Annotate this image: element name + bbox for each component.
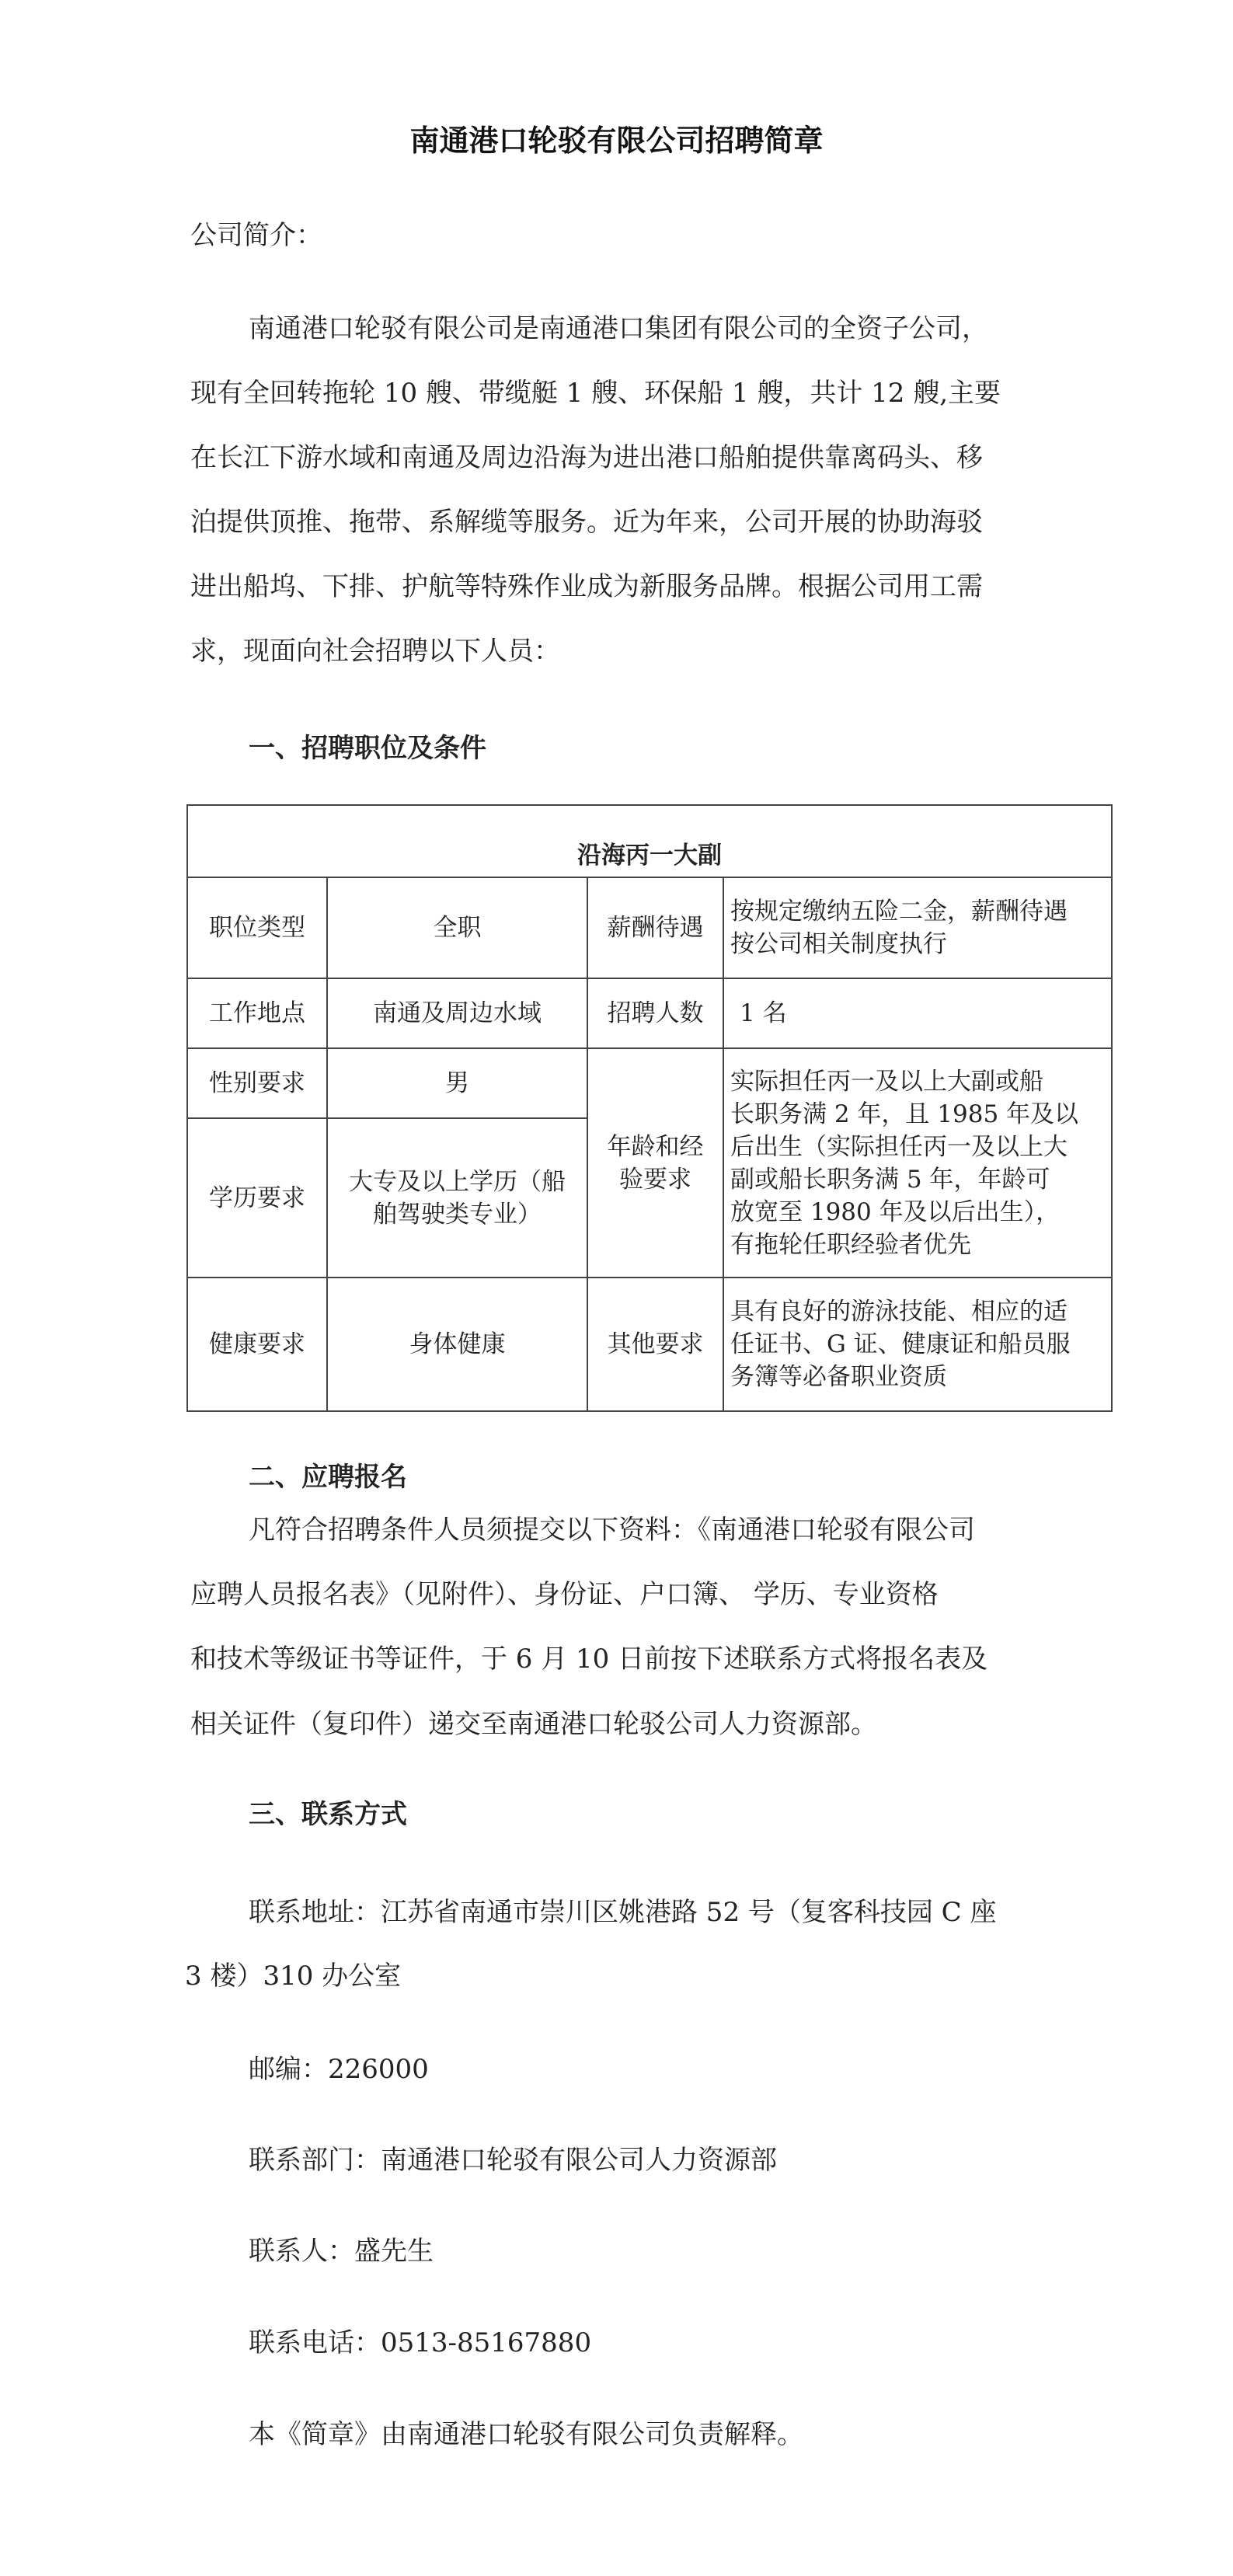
age-line: 有拖轮任职经验者优先: [730, 1230, 971, 1259]
contact-address-line: 3 楼）310 办公室: [185, 1961, 402, 1992]
age-label-line: 年龄和经: [607, 1132, 704, 1161]
education-label: 学历要求: [187, 1118, 327, 1278]
age-line: 后出生（实际担任丙一及以上大: [730, 1132, 1068, 1161]
apply-line: 应聘人员报名表》（见附件）、身份证、户口簿、 学历、专业资格: [190, 1579, 939, 1610]
job-type-label: 职位类型: [187, 877, 327, 978]
apply-line: 凡符合招聘条件人员须提交以下资料：《南通港口轮驳有限公司: [249, 1515, 975, 1546]
intro-line: 在长江下游水域和南通及周边沿海为进出港口船舶提供靠离码头、移: [190, 442, 983, 473]
salary-label: 薪酬待遇: [587, 877, 723, 978]
location-value: 南通及周边水域: [327, 978, 587, 1048]
contact-phone: 联系电话：0513-85167880: [249, 2327, 592, 2358]
other-label: 其他要求: [587, 1278, 723, 1411]
contact-department: 联系部门：南通港口轮驳有限公司人力资源部: [249, 2145, 777, 2176]
other-line: 具有良好的游泳技能、相应的适: [730, 1298, 1068, 1326]
intro-line: 进出船坞、下排、护航等特殊作业成为新服务品牌。根据公司用工需: [190, 571, 983, 602]
other-line: 任证书、G 证、健康证和船员服: [730, 1330, 1071, 1358]
gender-value: 男: [327, 1048, 587, 1118]
other-line: 务簿等必备职业资质: [730, 1363, 947, 1391]
age-experience-value: [723, 1048, 1112, 1278]
job-table: [186, 804, 1113, 1412]
contact-postcode: 邮编：226000: [249, 2054, 429, 2085]
salary-line: 按规定缴纳五险二金，薪酬待遇: [730, 898, 1068, 925]
section-heading-positions: 一、招聘职位及条件: [249, 733, 486, 764]
health-value: 身体健康: [327, 1278, 587, 1411]
section-heading-apply: 二、应聘报名: [249, 1462, 407, 1493]
apply-line: 相关证件（复印件）递交至南通港口轮驳公司人力资源部。: [190, 1709, 877, 1740]
contact-address-line: 联系地址：江苏省南通市崇川区姚港路 52 号（复客科技园 C 座: [249, 1897, 997, 1928]
education-value: [327, 1118, 587, 1278]
age-experience-label: [587, 1048, 723, 1278]
age-line: 副或船长职务满 5 年，年龄可: [730, 1165, 1050, 1194]
age-line: 长职务满 2 年，且 1985 年及以: [730, 1100, 1079, 1128]
intro-line: 求，现面向社会招聘以下人员：: [190, 636, 560, 667]
education-line: 大专及以上学历（船: [349, 1167, 566, 1196]
age-label-line: 验要求: [619, 1165, 691, 1194]
intro-heading: 公司简介：: [190, 220, 322, 251]
other-value: [723, 1278, 1112, 1411]
intro-line: 现有全回转拖轮 10 艘、带缆艇 1 艘、环保船 1 艘，共计 12 艘,主要: [190, 378, 1001, 409]
age-line: 放宽至 1980 年及以后出生），: [730, 1197, 1061, 1226]
job-table-caption: 沿海丙一大副: [187, 805, 1112, 877]
intro-line: 南通港口轮驳有限公司是南通港口集团有限公司的全资子公司，: [249, 313, 988, 344]
headcount-label: 招聘人数: [587, 978, 723, 1048]
job-type-value: 全职: [327, 877, 587, 978]
location-label: 工作地点: [187, 978, 327, 1048]
age-line: 实际担任丙一及以上大副或船: [730, 1067, 1043, 1096]
salary-line: 按公司相关制度执行: [730, 930, 947, 958]
headcount-value: 1 名: [723, 978, 1112, 1048]
apply-line: 和技术等级证书等证件，于 6 月 10 日前按下述联系方式将报名表及: [190, 1644, 988, 1675]
health-label: 健康要求: [187, 1278, 327, 1411]
gender-label: 性别要求: [187, 1048, 327, 1118]
salary-value: [723, 877, 1112, 978]
page-title: 南通港口轮驳有限公司招聘简章: [409, 123, 824, 158]
intro-line: 泊提供顶推、拖带、系解缆等服务。近为年来，公司开展的协助海驳: [190, 507, 983, 538]
section-heading-contact: 三、联系方式: [249, 1799, 407, 1830]
education-line: 舶驾驶类专业）: [373, 1200, 542, 1229]
interpretation-note: 本《简章》由南通港口轮驳有限公司负责解释。: [249, 2419, 803, 2450]
contact-person: 联系人：盛先生: [249, 2236, 434, 2267]
